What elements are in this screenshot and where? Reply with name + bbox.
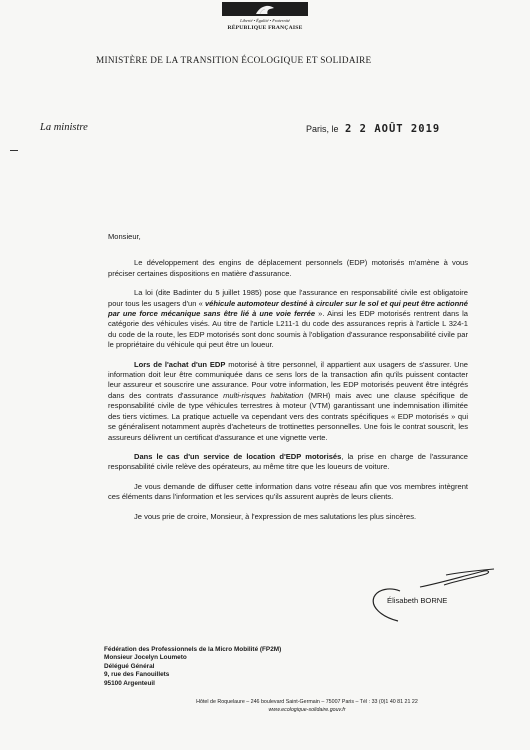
paragraph-law-text-a: La loi (dite Badinter du 5 juillet 1985) pose que l'assurance en responsabilité civile est obligatoire pour tous les usagers d'un « — [108, 288, 468, 308]
paragraph-purchase-lead: Lors de l'achat d'un EDP — [134, 359, 226, 369]
ministry-footer — [172, 698, 442, 714]
marianne-profile-icon — [252, 3, 276, 15]
paragraph-purchase-text-b: (MRH) mais avec une clause spécifique de responsabilité civile de type véhicules terrestres à moteur (VTM) garantissant une indemnisation illimitée des tiers victimes. La pratique actuelle va cependant vers des contrats spécifiques « EDP motorisés » qui se généralisent notamment auprès d'acheteurs de trottinettes personnelles. Une fois le contrat souscrit, les assureurs délivrent un certificat d'assurance et une vignette verte. — [108, 390, 468, 442]
salutation: Monsieur, — [108, 232, 141, 241]
letter-body — [108, 232, 468, 531]
date-stamp: 2 2 AOÛT 2019 — [345, 123, 441, 135]
dateline-city: Paris, le — [306, 124, 339, 134]
paragraph-rental-lead: Dans le cas d'un service de location d'EDP motorisés — [134, 451, 342, 461]
recipient-organization: Fédération des Professionnels de la Micro Mobilité (FP2M) — [104, 646, 282, 653]
signatory-name: Élisabeth BORNE — [387, 596, 448, 605]
republic-motto: Liberté • Égalité • Fraternité — [240, 18, 290, 23]
marianne-logo-icon — [222, 2, 308, 16]
recipient-role: Délégué Général — [104, 662, 155, 670]
paragraph-purchase-text-a: motorisé à titre personnel, il appartient aux usagers de s'assurer. Une information doit leur être communiquée dans ce sens lors de la transaction afin qu'ils puissent contacter leur assureur et souscrire une assurance. Pour votre information, les EDP motorisés peuvent être intégrés dans des contrats d'assurance — [108, 359, 469, 400]
sender-title: La ministre — [40, 122, 88, 133]
paragraph-rental-text: , la prise en charge de l'assurance responsabilité civile relève des opérateurs, au même titre que les loueurs de voiture. — [108, 451, 468, 472]
recipient-city: 95100 Argenteuil — [104, 679, 155, 687]
footer-website: www.ecologique-solidaire.gouv.fr — [268, 707, 346, 713]
paragraph-intro: Le développement des engins de déplacement personnels (EDP) motorisés m'amène à vous préciser certaines dispositions en matière d'assurance. — [108, 258, 468, 278]
republic-logo — [222, 2, 308, 42]
recipient-street: 9, rue des Fanouillets — [104, 671, 170, 679]
paragraph-closing: Je vous prie de croire, Monsieur, à l'expression de mes salutations les plus sincères. — [134, 511, 417, 521]
paragraph-law-quote: véhicule automoteur destiné à circuler sur le sol et qui peut être actionné par une force mécanique sans être lié à une voie ferrée — [108, 298, 468, 319]
paragraph-law — [108, 288, 468, 350]
recipient-block — [104, 646, 281, 688]
margin-mark — [10, 150, 18, 151]
footer-address: Hôtel de Roquelaure – 246 boulevard Saint-Germain – 75007 Paris – Tél : 33 (0)1 40 81 21 22 — [196, 699, 418, 705]
ministry-name: MINISTÈRE DE LA TRANSITION ÉCOLOGIQUE ET SOLIDAIRE — [96, 55, 372, 65]
paragraph-rental — [108, 452, 468, 473]
paragraph-request: Je vous demande de diffuser cette information dans votre réseau afin que vos membres intègrent ces éléments dans l'information et les services qu'ils assurent auprès de leurs clients. — [108, 481, 468, 502]
paragraph-law-text-b: ». Ainsi les EDP motorisés rentrent dans la catégorie des véhicules visés. Au titre de l'article L211-1 du code des assurances repris à l'article L 324-1 du code de la route, les EDP motorisés sont donc soumis à l'obligation d'assurance responsabilité civile par le propriétaire du véhicule qui peut être un loueur. — [108, 309, 468, 350]
paragraph-purchase — [108, 360, 468, 443]
paragraph-purchase-italic: multi-risques habitation — [223, 390, 304, 400]
dateline — [306, 123, 440, 135]
recipient-name: Monsieur Jocelyn Loumeto — [104, 654, 187, 662]
republic-name: RÉPUBLIQUE FRANÇAISE — [227, 25, 303, 31]
